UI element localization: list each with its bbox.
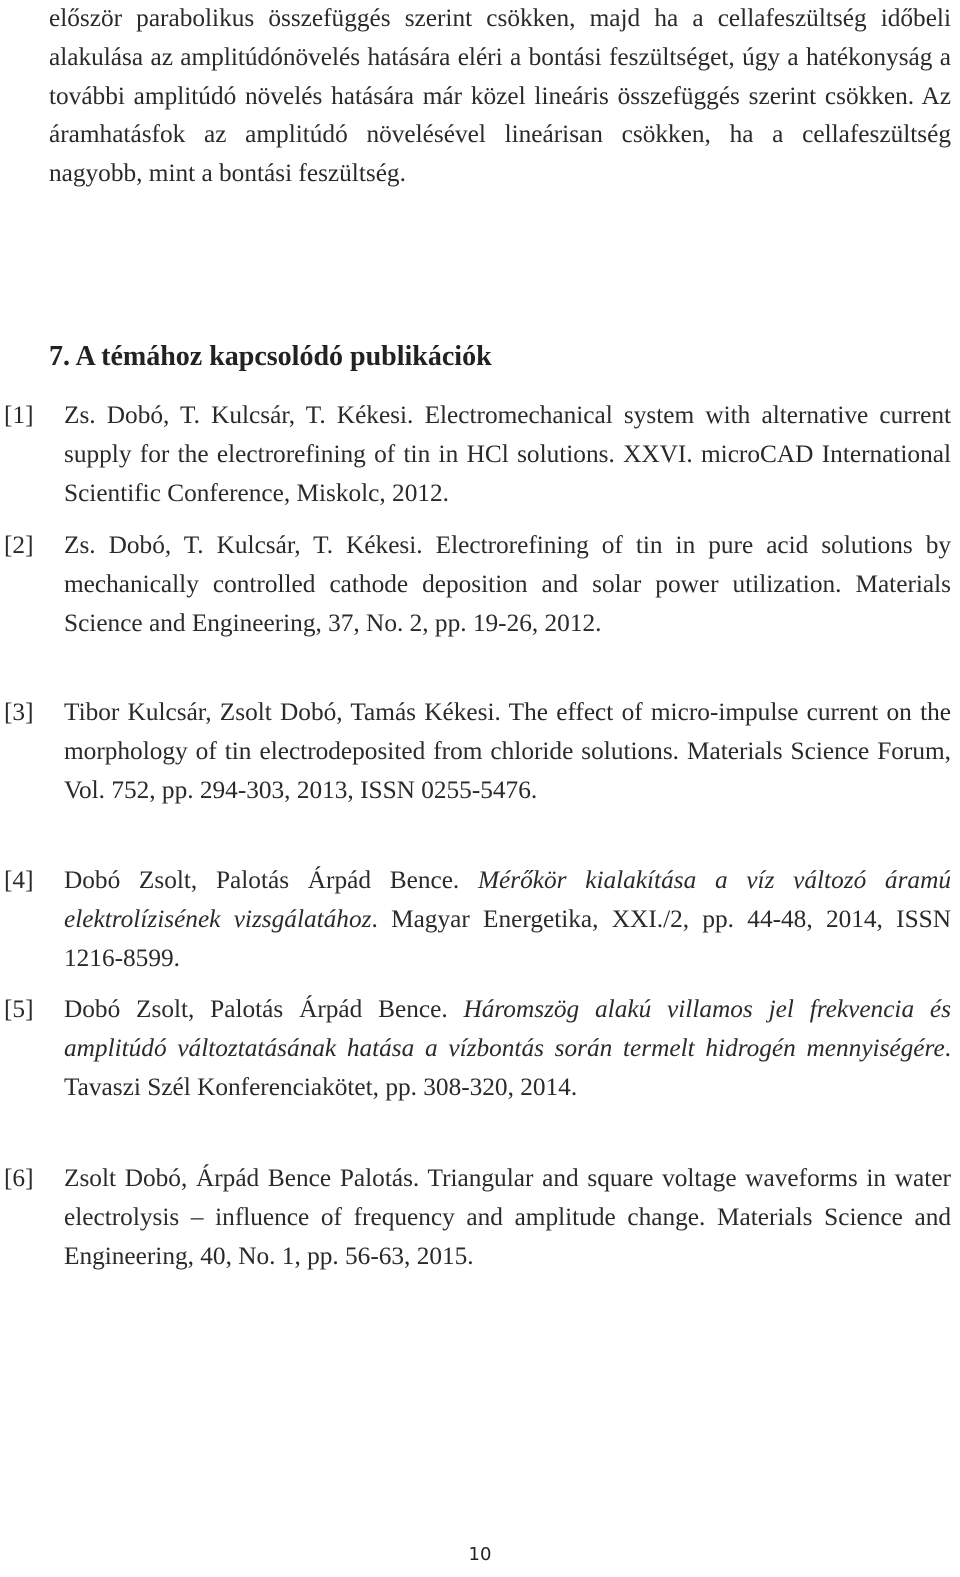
reference-details: Electrorefining of tin in pure acid solutions by mechanically controlled cathode deposition and solar power utilization. Materials Science and Engineering, 37, No. 2, pp. 19-26, 2012. bbox=[64, 531, 951, 637]
reference-authors: Zs. Dobó, T. Kulcsár, T. Kékesi. bbox=[64, 531, 423, 559]
page-number: 10 bbox=[468, 1544, 492, 1565]
reference-text bbox=[64, 693, 951, 809]
reference-number: [3] bbox=[4, 698, 34, 726]
reference-text bbox=[64, 990, 951, 1106]
reference-title: Háromszög alakú villamos jel frekvencia és amplitúdó változtatásának hatása a vízbontás során termelt hidrogén mennyiségére bbox=[64, 995, 951, 1062]
reference-title: Mérőkör kialakítása a víz változó áramú elektrolízisének vizsgálatához bbox=[64, 866, 951, 933]
reference-text bbox=[64, 526, 951, 642]
reference-authors: Dobó Zsolt, Palotás Árpád Bence. bbox=[64, 995, 448, 1023]
reference-details: The effect of micro-impulse current on the morphology of tin electrodeposited from chloride solutions. Materials Science Forum, Vol. 752, pp. 294-303, 2013, ISSN 0255-5476. bbox=[64, 698, 951, 804]
reference-number: [1] bbox=[4, 401, 34, 429]
reference-authors: Dobó Zsolt, Palotás Árpád Bence. bbox=[64, 866, 460, 894]
reference-text bbox=[64, 396, 951, 512]
reference-text bbox=[64, 861, 951, 977]
reference-number: [4] bbox=[4, 866, 34, 894]
reference-authors: Tibor Kulcsár, Zsolt Dobó, Tamás Kékesi. bbox=[64, 698, 501, 726]
reference-number: [5] bbox=[4, 995, 34, 1023]
reference-text bbox=[64, 1159, 951, 1275]
reference-authors: Zsolt Dobó, Árpád Bence Palotás. bbox=[64, 1164, 420, 1192]
section-title: 7. A témához kapcsolódó publikációk bbox=[49, 341, 492, 372]
reference-number: [6] bbox=[4, 1164, 34, 1192]
reference-details: Electromechanical system with alternative current supply for the electrorefining of tin in HCl solutions. XXVI. microCAD International Scientific Conference, Miskolc, 2012. bbox=[64, 401, 952, 507]
reference-details: . Magyar Energetika, XXI./2, pp. 44-48, 2014, ISSN 1216-8599. bbox=[64, 904, 951, 972]
reference-number: [2] bbox=[4, 531, 34, 559]
reference-details: . Tavaszi Szél Konferenciakötet, pp. 308-320, 2014. bbox=[64, 1033, 951, 1101]
intro-paragraph: először parabolikus összefüggés szerint csökken, majd ha a cellafeszültség időbeli alakulása az amplitúdónövelés hatására eléri a bontási feszültséget, úgy a hatékonyság a további amplitúdó növelés hatására már közel lineáris összefüggés szerint csökken. Az áramhatásfok az amplitúdó növelésével lineárisan csökken, ha a cellafeszültség nagyobb, mint a bontási feszültség. bbox=[49, 4, 951, 188]
reference-details: Triangular and square voltage waveforms in water electrolysis – influence of frequency and amplitude change. Materials Science and Engineering, 40, No. 1, pp. 56-63, 2015. bbox=[64, 1164, 951, 1270]
reference-authors: Zs. Dobó, T. Kulcsár, T. Kékesi. bbox=[64, 401, 414, 429]
